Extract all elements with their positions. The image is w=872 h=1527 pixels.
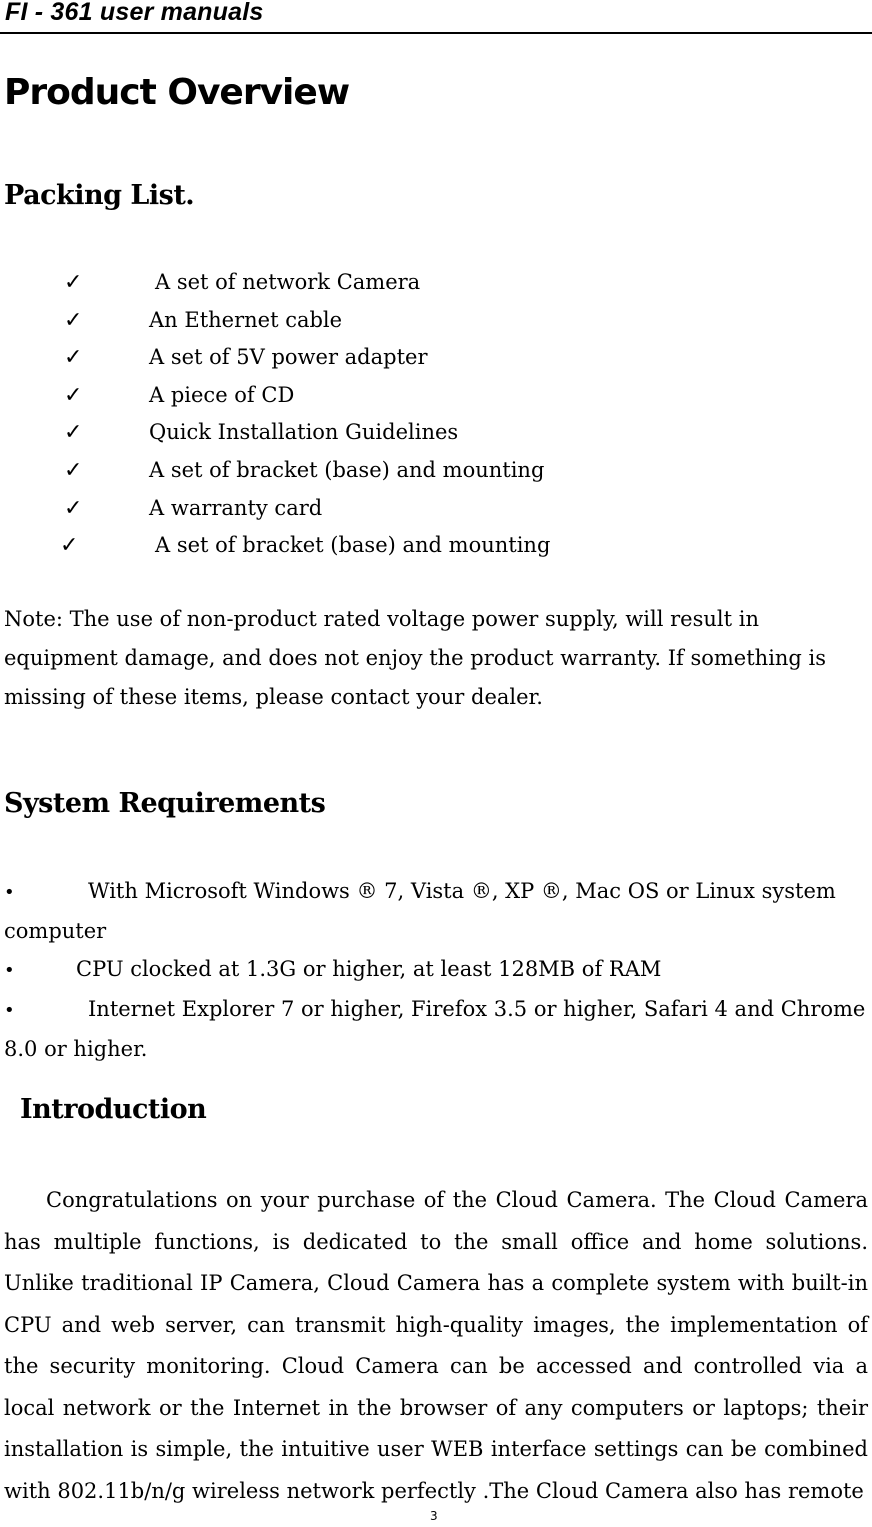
list-item (4, 950, 868, 990)
page-header (0, 0, 872, 34)
packing-item-text: A warranty card (149, 495, 323, 520)
requirement-text: Internet Explorer 7 or higher, Firefox 3.5 or higher, Safari 4 and Chrome 8.0 or higher. (4, 997, 866, 1061)
list-item (0, 452, 872, 490)
packing-item-text: A set of network Camera (155, 270, 421, 294)
requirements-list (4, 872, 868, 1068)
list-item (0, 377, 872, 415)
header-title: FI - 361 user manuals (5, 0, 264, 26)
list-item (4, 990, 868, 1068)
page-number: 3 (430, 1509, 438, 1523)
list-item (0, 264, 872, 302)
list-item (0, 414, 872, 452)
introduction-text: Congratulations on your purchase of the Cloud Camera. The Cloud Camera has multiple functions, is dedicated to the small office and home solutions. Unlike traditional IP Camera, Cloud Camera has a complete system with built-in CPU and web server, can transmit high-quality images, the implementation of the security monitoring. Cloud Camera can be accessed and controlled via a local network or the Internet in the browser of any computers or laptops; their installation is simple, the intuitive user WEB interface settings can be combined with 802.11b/n/g wireless network perfectly .The Cloud Camera also has remote (4, 1188, 868, 1503)
packing-note: Note: The use of non-product rated voltage power supply, will result in equipment damage, and does not enjoy the product warranty. If something is missing of these items, please contact your dealer. (4, 607, 827, 709)
packing-list (0, 264, 872, 565)
checkmark-icon: ✓ (64, 495, 83, 521)
list-item (0, 302, 872, 340)
checkmark-icon: ✓ (60, 533, 79, 559)
packing-item-text: A set of bracket (base) and mounting (155, 533, 551, 558)
checkmark-icon: ✓ (64, 420, 83, 446)
list-item (0, 490, 872, 528)
requirement-text: CPU clocked at 1.3G or higher, at least 128MB of RAM (76, 957, 662, 981)
packing-list-heading: Packing List. (4, 180, 195, 211)
checkmark-icon: ✓ (64, 382, 83, 408)
introduction-paragraph (4, 1180, 868, 1512)
checkmark-icon: ✓ (64, 457, 83, 483)
packing-item-text: An Ethernet cable (149, 307, 343, 332)
bullet-icon: • (4, 960, 15, 981)
packing-item-text: A piece of CD (149, 382, 295, 407)
list-item (0, 527, 872, 565)
list-item (4, 872, 868, 950)
requirement-text: With Microsoft Windows ® 7, Vista ®, XP ®, Mac OS or Linux system computer (4, 879, 836, 943)
page-title: Product Overview (4, 72, 350, 113)
packing-item-text: A set of 5V power adapter (149, 345, 428, 370)
packing-item-text: Quick Installation Guidelines (149, 420, 459, 445)
checkmark-icon: ✓ (64, 270, 83, 295)
introduction-heading: Introduction (20, 1094, 207, 1125)
list-item (0, 339, 872, 377)
system-requirements-heading: System Requirements (4, 788, 326, 819)
packing-item-text: A set of bracket (base) and mounting (149, 457, 545, 482)
checkmark-icon: ✓ (64, 307, 83, 333)
bullet-icon: • (4, 882, 15, 903)
bullet-icon: • (4, 1000, 15, 1021)
checkmark-icon: ✓ (64, 345, 83, 371)
